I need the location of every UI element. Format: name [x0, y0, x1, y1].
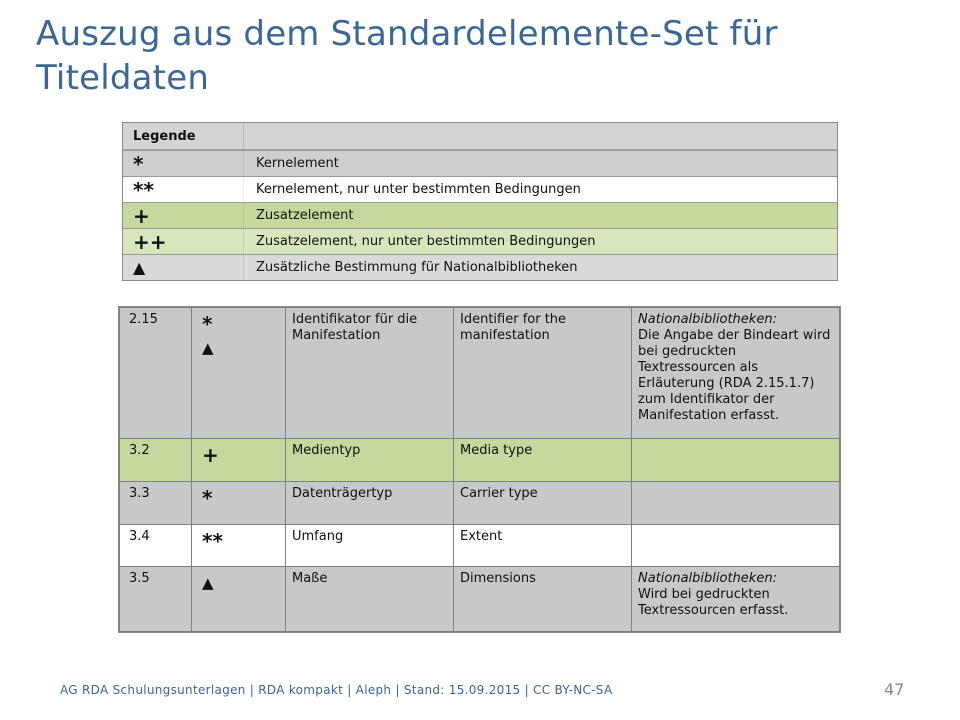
element-note — [632, 308, 840, 439]
rda-number: 3.2 — [120, 439, 192, 482]
legend-description: Zusatzelement, nur unter bestimmten Bedingungen — [243, 229, 837, 254]
note-text: Die Angabe der Bindeart wird bei gedruckten Textressourcen als Erläuterung (RDA 2.15.1.7) zum Identifikator der Manifestation erfasst. — [638, 328, 831, 423]
element-name-de: Maße — [286, 567, 454, 632]
rda-number: 3.3 — [120, 482, 192, 525]
legend-header-spacer — [243, 123, 837, 149]
legend-description: Kernelement — [243, 151, 837, 176]
element-name-en: Dimensions — [454, 567, 632, 632]
element-name-en: Extent — [454, 525, 632, 567]
legend-row — [123, 176, 837, 202]
element-note — [632, 525, 840, 567]
legend-row — [123, 202, 837, 228]
legend-symbol: ++ — [133, 229, 167, 254]
legend-header: Legende — [133, 129, 196, 144]
legend-symbol: + — [133, 203, 150, 228]
legend-description: Kernelement, nur unter bestimmten Bedingungen — [243, 177, 837, 202]
legend-symbol: ▲ — [133, 258, 146, 277]
table-row — [120, 308, 840, 439]
note-text: Wird bei gedruckten Textressourcen erfasst. — [638, 587, 789, 618]
table-row — [120, 439, 840, 482]
rda-number: 3.4 — [120, 525, 192, 567]
elements-table — [118, 306, 841, 633]
element-name-de: Datenträgertyp — [286, 482, 454, 525]
element-note — [632, 482, 840, 525]
element-note — [632, 567, 840, 632]
table-row — [120, 482, 840, 525]
element-symbol: * — [202, 312, 213, 336]
element-name-en: Identifier for the manifestation — [454, 308, 632, 439]
element-name-en: Media type — [454, 439, 632, 482]
element-name-de: Umfang — [286, 525, 454, 567]
element-name-de: Identifikator für die Manifestation — [286, 308, 454, 439]
element-symbols — [192, 308, 286, 439]
page-title: Auszug aus dem Standardelemente-Set für Titeldaten — [36, 14, 778, 98]
legend-row — [123, 150, 837, 176]
note-heading: Nationalbibliotheken: — [638, 312, 777, 327]
element-symbol: ** — [192, 525, 286, 567]
element-symbol: ▲ — [202, 339, 214, 357]
element-name-en: Carrier type — [454, 482, 632, 525]
table-row — [120, 525, 840, 567]
legend-table — [122, 122, 838, 281]
table-row — [120, 567, 840, 632]
element-note — [632, 439, 840, 482]
legend-row — [123, 254, 837, 280]
element-symbol: + — [192, 439, 286, 482]
element-name-de: Medientyp — [286, 439, 454, 482]
rda-number: 2.15 — [120, 308, 192, 439]
footer-text: AG RDA Schulungsunterlagen | RDA kompakt | Aleph | Stand: 15.09.2015 | CC BY-NC-SA — [60, 683, 613, 697]
legend-description: Zusätzliche Bestimmung für Nationalbibliotheken — [243, 255, 837, 280]
legend-symbol: ** — [133, 177, 154, 202]
legend-description: Zusatzelement — [243, 203, 837, 228]
legend-header-row — [123, 123, 837, 150]
page-number: 47 — [884, 680, 905, 699]
legend-symbol: * — [133, 151, 144, 176]
legend-row — [123, 228, 837, 254]
element-symbol: ▲ — [192, 567, 286, 632]
element-symbol: * — [192, 482, 286, 525]
rda-number: 3.5 — [120, 567, 192, 632]
note-heading: Nationalbibliotheken: — [638, 571, 777, 586]
